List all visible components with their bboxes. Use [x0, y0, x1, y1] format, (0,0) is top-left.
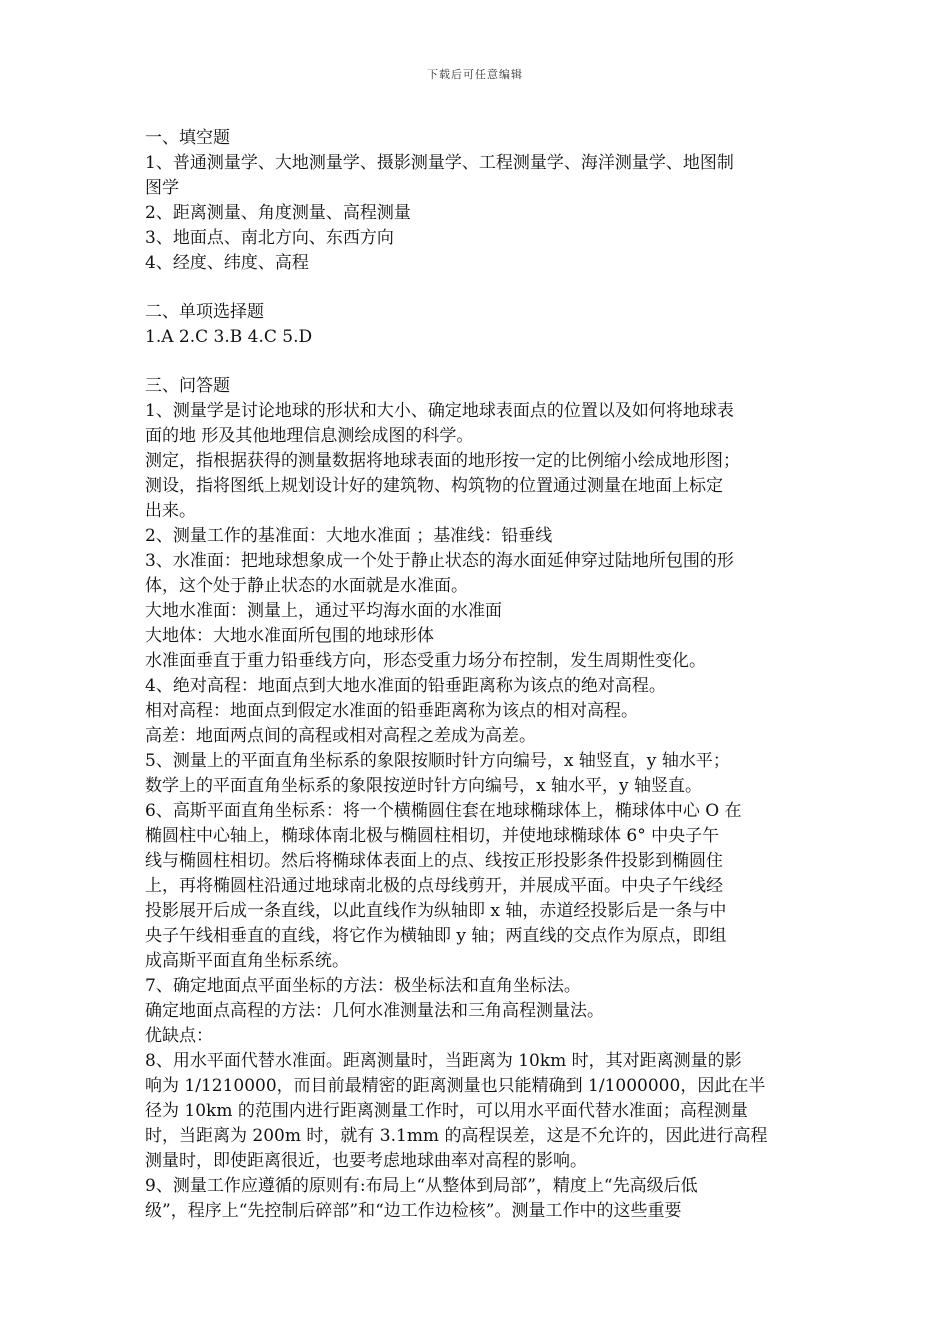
section-fill-in-blank	[145, 126, 810, 276]
text-line: 9、测量工作应遵循的原则有:布局上“从整体到局部”，精度上“先高级后低	[145, 1176, 698, 1196]
text-line: 确定地面点高程的方法：几何水准测量法和三角高程测量法。	[145, 1001, 604, 1021]
text-line: 4、经度、纬度、高程	[145, 253, 309, 273]
text-line: 1.A 2.C 3.B 4.C 5.D	[145, 327, 313, 347]
text-line: 投影展开后成一条直线，以此直线作为纵轴即 x 轴，赤道经投影后是一条与中	[145, 901, 727, 921]
text-line: 1、测量学是讨论地球的形状和大小、确定地球表面点的位置以及如何将地球表	[145, 401, 734, 421]
section-title: 一、填空题	[145, 128, 230, 148]
section-multiple-choice	[145, 300, 810, 350]
text-line: 8、用水平面代替水准面。距离测量时，当距离为 10km 时，其对距离测量的影	[145, 1051, 742, 1071]
document-body	[145, 126, 810, 1224]
text-line: 上，再将椭圆柱沿通过地球南北极的点母线剪开，并展成平面。中央子午线经	[145, 876, 723, 896]
text-line: 央子午线相垂直的直线，将它作为横轴即 y 轴；两直线的交点作为原点，即组	[145, 926, 727, 946]
text-line: 测设，指将图纸上规划设计好的建筑物、构筑物的位置通过测量在地面上标定	[145, 476, 723, 496]
text-line: 图学	[145, 178, 179, 198]
section-title: 三、问答题	[145, 376, 230, 396]
text-line: 7、确定地面点平面坐标的方法：极坐标法和直角坐标法。	[145, 976, 581, 996]
text-line: 1、普通测量学、大地测量学、摄影测量学、工程测量学、海洋测量学、地图制	[145, 153, 734, 173]
text-line: 优缺点：	[145, 1026, 213, 1046]
text-line: 相对高程：地面点到假定水准面的铅垂距离称为该点的相对高程。	[145, 701, 638, 721]
text-line: 数学上的平面直角坐标系的象限按逆时针方向编号，x 轴水平，y 轴竖直。	[145, 776, 702, 796]
text-line: 5、测量上的平面直角坐标系的象限按顺时针方向编号，x 轴竖直，y 轴水平；	[145, 751, 730, 771]
text-line: 成高斯平面直角坐标系统。	[145, 951, 349, 971]
section-title: 二、单项选择题	[145, 302, 264, 322]
page-header: 下载后可任意编辑	[427, 68, 523, 81]
text-line: 大地体：大地水准面所包围的地球形体	[145, 626, 434, 646]
text-line: 测量时，即使距离很近，也要考虑地球曲率对高程的影响。	[145, 1151, 587, 1171]
text-line: 水准面垂直于重力铅垂线方向，形态受重力场分布控制，发生周期性变化。	[145, 651, 706, 671]
text-line: 响为 1/1210000，而目前最精密的距离测量也只能精确到 1/1000000，因此在半	[145, 1076, 766, 1096]
text-line: 3、水准面：把地球想象成一个处于静止状态的海水面延伸穿过陆地所包围的形	[145, 551, 734, 571]
text-line: 高差：地面两点间的高程或相对高程之差成为高差。	[145, 726, 536, 746]
text-line: 椭圆柱中心轴上，椭球体南北极与椭圆柱相切，并使地球椭球体 6° 中央子午	[145, 826, 720, 846]
text-line: 2、测量工作的基准面：大地水准面 ；基准线：铅垂线	[145, 526, 553, 546]
section-questions	[145, 374, 810, 1224]
text-line: 测定，指根据获得的测量数据将地球表面的地形按一定的比例缩小绘成地形图；	[145, 451, 740, 471]
text-line: 径为 10km 的范围内进行距离测量工作时，可以用水平面代替水准面；高程测量	[145, 1101, 748, 1121]
section-spacer	[145, 276, 810, 300]
text-line: 6、高斯平面直角坐标系：将一个横椭圆住套在地球椭球体上，椭球体中心 O 在	[145, 801, 742, 821]
text-line: 级”，程序上“先控制后碎部”和“边工作边检核”。测量工作中的这些重要	[145, 1201, 682, 1221]
text-line: 4、绝对高程：地面点到大地水准面的铅垂距离称为该点的绝对高程。	[145, 676, 666, 696]
text-line: 3、地面点、南北方向、东西方向	[145, 228, 394, 248]
text-line: 体，这个处于静止状态的水面就是水准面。	[145, 576, 468, 596]
text-line: 出来。	[145, 501, 196, 521]
text-line: 线与椭圆柱相切。然后将椭球体表面上的点、线按正形投影条件投影到椭圆住	[145, 851, 723, 871]
text-line: 时，当距离为 200m 时，就有 3.1mm 的高程误差，这是不允许的，因此进行高程	[145, 1126, 768, 1146]
text-line: 大地水准面：测量上，通过平均海水面的水准面	[145, 601, 502, 621]
text-line: 面的地 形及其他地理信息测绘成图的科学。	[145, 426, 474, 446]
section-spacer	[145, 350, 810, 374]
text-line: 2、距离测量、角度测量、高程测量	[145, 203, 411, 223]
